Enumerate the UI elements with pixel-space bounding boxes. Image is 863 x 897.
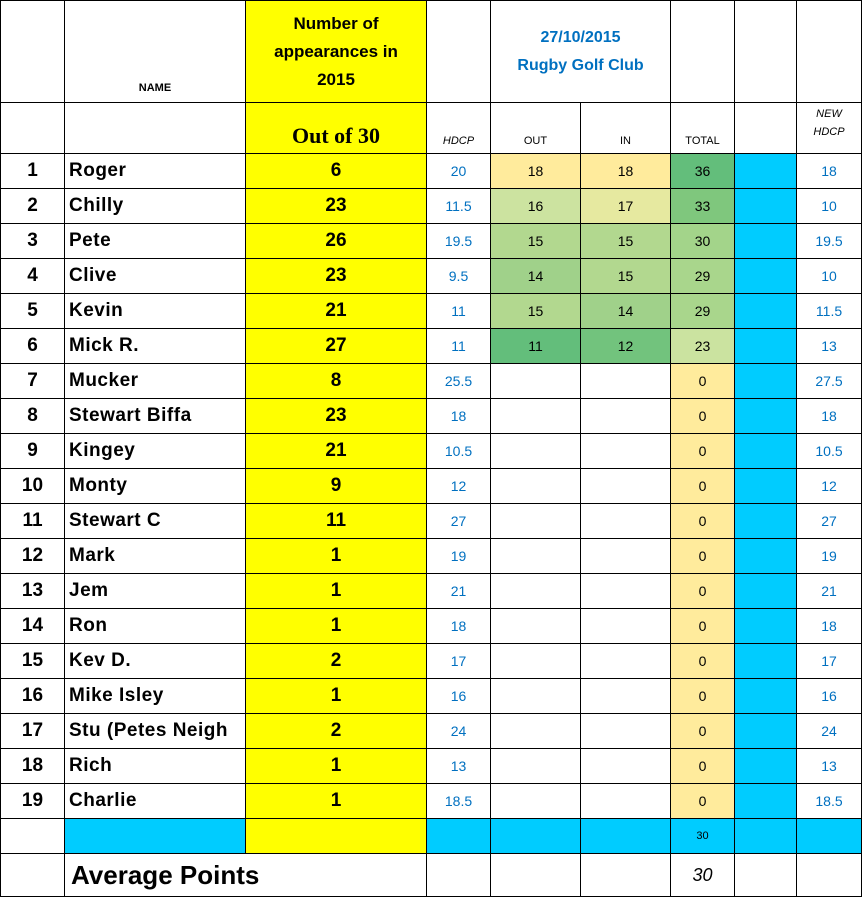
total-header[interactable]: TOTAL <box>671 103 735 154</box>
header-row-2 <box>1 103 862 154</box>
in-score-cell[interactable] <box>581 434 671 469</box>
event-header[interactable] <box>491 1 671 103</box>
appearances-cell[interactable]: 11 <box>246 504 427 539</box>
hdcp-cell[interactable]: 10.5 <box>427 434 491 469</box>
average-out-cell[interactable] <box>491 854 581 897</box>
player-name-cell[interactable]: Roger <box>65 154 246 189</box>
row-number-cell[interactable]: 10 <box>1 469 65 504</box>
total-score-cell[interactable]: 0 <box>671 504 735 539</box>
player-name-cell[interactable]: Mike Isley <box>65 679 246 714</box>
player-name-cell[interactable]: Stewart C <box>65 504 246 539</box>
player-name-cell[interactable]: Pete <box>65 224 246 259</box>
table-row <box>1 189 862 224</box>
hdcp-cell[interactable]: 13 <box>427 749 491 784</box>
player-name-cell[interactable]: Mark <box>65 539 246 574</box>
table-row <box>1 749 862 784</box>
hdcp-cell[interactable]: 18.5 <box>427 784 491 819</box>
hdcp-top-cell[interactable] <box>427 1 491 103</box>
summary-num-cell[interactable] <box>1 819 65 854</box>
total-score-cell[interactable]: 29 <box>671 259 735 294</box>
row-number-cell[interactable]: 6 <box>1 329 65 364</box>
table-row <box>1 539 862 574</box>
table-row <box>1 644 862 679</box>
summary-row <box>1 819 862 854</box>
new-hdcp-cell[interactable]: 10 <box>797 189 862 224</box>
player-name-cell[interactable]: Charlie <box>65 784 246 819</box>
spacer-cell[interactable] <box>735 749 797 784</box>
new-hdcp-cell[interactable]: 27 <box>797 504 862 539</box>
header-row-1 <box>1 1 862 103</box>
player-name-cell[interactable]: Jem <box>65 574 246 609</box>
out-score-cell[interactable] <box>491 399 581 434</box>
player-name-cell[interactable]: Rich <box>65 749 246 784</box>
out-score-cell[interactable] <box>491 539 581 574</box>
summary-new-hdcp-cell[interactable] <box>797 819 862 854</box>
new-hdcp-cell[interactable]: 11.5 <box>797 294 862 329</box>
out-score-cell[interactable] <box>491 714 581 749</box>
hdcp-cell[interactable]: 19 <box>427 539 491 574</box>
appearances-cell[interactable]: 21 <box>246 434 427 469</box>
total-score-cell[interactable]: 30 <box>671 224 735 259</box>
new-hdcp-cell[interactable]: 16 <box>797 679 862 714</box>
new-hdcp-cell[interactable]: 12 <box>797 469 862 504</box>
appearances-cell[interactable]: 23 <box>246 189 427 224</box>
new-hdcp-cell[interactable]: 10 <box>797 259 862 294</box>
appearances-cell[interactable]: 21 <box>246 294 427 329</box>
spacer-cell[interactable] <box>735 644 797 679</box>
hdcp-cell[interactable]: 24 <box>427 714 491 749</box>
hdcp-cell[interactable]: 19.5 <box>427 224 491 259</box>
hdcp-cell[interactable]: 27 <box>427 504 491 539</box>
table-row <box>1 714 862 749</box>
total-score-cell[interactable]: 0 <box>671 434 735 469</box>
table-row <box>1 784 862 819</box>
table-row <box>1 294 862 329</box>
total-score-cell[interactable]: 0 <box>671 714 735 749</box>
table-row <box>1 679 862 714</box>
summary-out-cell[interactable] <box>491 819 581 854</box>
in-score-cell[interactable] <box>581 609 671 644</box>
spacer-cell[interactable] <box>735 714 797 749</box>
new-hdcp-cell[interactable]: 19 <box>797 539 862 574</box>
player-name-cell[interactable]: Clive <box>65 259 246 294</box>
new-hdcp-header-line2: HDCP <box>813 126 845 138</box>
new-hdcp-cell[interactable]: 17 <box>797 644 862 679</box>
new-hdcp-cell[interactable]: 18 <box>797 399 862 434</box>
new-hdcp-cell[interactable]: 10.5 <box>797 434 862 469</box>
row-number-cell[interactable]: 17 <box>1 714 65 749</box>
new-hdcp-cell[interactable]: 21 <box>797 574 862 609</box>
new-hdcp-header-line1: NEW <box>816 108 842 120</box>
average-num-cell[interactable] <box>1 854 65 897</box>
total-score-cell[interactable]: 0 <box>671 574 735 609</box>
player-name-cell[interactable]: Mick R. <box>65 329 246 364</box>
total-score-cell[interactable]: 36 <box>671 154 735 189</box>
appearances-cell[interactable]: 1 <box>246 679 427 714</box>
total-score-cell[interactable]: 0 <box>671 749 735 784</box>
appearances-header[interactable] <box>246 1 427 103</box>
spacer-cell[interactable] <box>735 784 797 819</box>
player-name-cell[interactable]: Kevin <box>65 294 246 329</box>
table-row <box>1 364 862 399</box>
out-score-cell[interactable] <box>491 364 581 399</box>
in-score-cell[interactable]: 15 <box>581 259 671 294</box>
in-score-cell[interactable]: 18 <box>581 154 671 189</box>
hdcp-cell[interactable]: 11 <box>427 294 491 329</box>
appearances-cell[interactable]: 1 <box>246 574 427 609</box>
table-row <box>1 504 862 539</box>
player-name-cell[interactable]: Stewart Biffa <box>65 399 246 434</box>
spacer-cell[interactable] <box>735 679 797 714</box>
in-score-cell[interactable] <box>581 714 671 749</box>
row-number-cell[interactable]: 4 <box>1 259 65 294</box>
in-score-cell[interactable] <box>581 644 671 679</box>
in-score-cell[interactable] <box>581 574 671 609</box>
out-score-cell[interactable] <box>491 644 581 679</box>
row-number-cell[interactable]: 18 <box>1 749 65 784</box>
hdcp-header[interactable]: HDCP <box>427 103 491 154</box>
average-spacer-cell[interactable] <box>735 854 797 897</box>
row-number-cell[interactable]: 19 <box>1 784 65 819</box>
hdcp-cell[interactable]: 11.5 <box>427 189 491 224</box>
corner-cell[interactable] <box>1 1 65 103</box>
table-row <box>1 434 862 469</box>
appearances-header-line2: appearances in <box>274 41 398 61</box>
new-hdcp-cell[interactable]: 18 <box>797 609 862 644</box>
spacer-cell[interactable] <box>735 294 797 329</box>
row-number-cell[interactable]: 1 <box>1 154 65 189</box>
in-score-cell[interactable] <box>581 784 671 819</box>
summary-name-cell[interactable] <box>65 819 246 854</box>
new-hdcp-cell[interactable]: 19.5 <box>797 224 862 259</box>
player-name-cell[interactable]: Monty <box>65 469 246 504</box>
new-hdcp-cell[interactable]: 13 <box>797 749 862 784</box>
in-score-cell[interactable] <box>581 364 671 399</box>
in-score-cell[interactable] <box>581 504 671 539</box>
average-points-value[interactable]: 30 <box>671 854 735 897</box>
new-hdcp-cell[interactable]: 13 <box>797 329 862 364</box>
out-score-cell[interactable]: 14 <box>491 259 581 294</box>
in-score-cell[interactable] <box>581 469 671 504</box>
appearances-cell[interactable]: 1 <box>246 609 427 644</box>
appearances-cell[interactable]: 1 <box>246 784 427 819</box>
hdcp-cell[interactable]: 12 <box>427 469 491 504</box>
appearances-cell[interactable]: 6 <box>246 154 427 189</box>
appearances-header-line1: Number of <box>293 13 379 33</box>
new-hdcp-cell[interactable]: 18.5 <box>797 784 862 819</box>
in-score-cell[interactable] <box>581 539 671 574</box>
total-score-cell[interactable]: 0 <box>671 399 735 434</box>
in-header[interactable]: IN <box>581 103 671 154</box>
in-score-cell[interactable]: 14 <box>581 294 671 329</box>
row-number-cell[interactable]: 2 <box>1 189 65 224</box>
row-number-cell[interactable]: 14 <box>1 609 65 644</box>
row-number-cell[interactable]: 16 <box>1 679 65 714</box>
spacer-top-cell[interactable] <box>735 1 797 103</box>
out-score-cell[interactable] <box>491 749 581 784</box>
hdcp-cell[interactable]: 18 <box>427 609 491 644</box>
out-score-cell[interactable] <box>491 469 581 504</box>
average-hdcp-cell[interactable] <box>427 854 491 897</box>
summary-total-cell[interactable]: 30 <box>671 819 735 854</box>
in-score-cell[interactable]: 15 <box>581 224 671 259</box>
out-score-cell[interactable] <box>491 504 581 539</box>
appearances-cell[interactable]: 8 <box>246 364 427 399</box>
table-row <box>1 469 862 504</box>
num-subheader-cell[interactable] <box>1 103 65 154</box>
out-of-header[interactable]: Out of 30 <box>246 103 427 154</box>
spacer-cell[interactable] <box>735 364 797 399</box>
appearances-cell[interactable]: 1 <box>246 749 427 784</box>
table-row <box>1 574 862 609</box>
out-score-cell[interactable]: 15 <box>491 224 581 259</box>
spacer-cell[interactable] <box>735 539 797 574</box>
spacer-cell[interactable] <box>735 154 797 189</box>
out-score-cell[interactable] <box>491 574 581 609</box>
total-score-cell[interactable]: 0 <box>671 644 735 679</box>
player-name-cell[interactable]: Ron <box>65 609 246 644</box>
appearances-cell[interactable]: 2 <box>246 714 427 749</box>
out-score-cell[interactable]: 16 <box>491 189 581 224</box>
player-name-cell[interactable]: Kingey <box>65 434 246 469</box>
spacer-cell[interactable] <box>735 469 797 504</box>
appearances-cell[interactable]: 23 <box>246 399 427 434</box>
player-name-cell[interactable]: Mucker <box>65 364 246 399</box>
spacer-cell[interactable] <box>735 329 797 364</box>
hdcp-cell[interactable]: 16 <box>427 679 491 714</box>
out-score-cell[interactable] <box>491 679 581 714</box>
spacer-cell[interactable] <box>735 399 797 434</box>
out-header[interactable]: OUT <box>491 103 581 154</box>
out-score-cell[interactable]: 11 <box>491 329 581 364</box>
out-score-cell[interactable]: 18 <box>491 154 581 189</box>
in-score-cell[interactable] <box>581 749 671 784</box>
out-score-cell[interactable] <box>491 784 581 819</box>
average-new-hdcp-cell[interactable] <box>797 854 862 897</box>
table-row <box>1 609 862 644</box>
player-name-cell[interactable]: Stu (Petes Neigh <box>65 714 246 749</box>
spacer-cell[interactable] <box>735 224 797 259</box>
player-name-cell[interactable]: Kev D. <box>65 644 246 679</box>
total-score-cell[interactable]: 29 <box>671 294 735 329</box>
spacer-cell[interactable] <box>735 189 797 224</box>
total-score-cell[interactable]: 0 <box>671 784 735 819</box>
appearances-cell[interactable]: 27 <box>246 329 427 364</box>
row-number-cell[interactable]: 12 <box>1 539 65 574</box>
appearances-header-line3: 2015 <box>317 69 355 89</box>
table-row <box>1 224 862 259</box>
total-score-cell[interactable]: 0 <box>671 469 735 504</box>
out-score-cell[interactable]: 15 <box>491 294 581 329</box>
event-club: Rugby Golf Club <box>517 56 644 74</box>
row-number-cell[interactable]: 15 <box>1 644 65 679</box>
hdcp-cell[interactable]: 9.5 <box>427 259 491 294</box>
row-number-cell[interactable]: 5 <box>1 294 65 329</box>
spacer-cell[interactable] <box>735 609 797 644</box>
new-hdcp-top-cell[interactable] <box>797 1 862 103</box>
total-score-cell[interactable]: 0 <box>671 364 735 399</box>
row-number-cell[interactable]: 9 <box>1 434 65 469</box>
in-score-cell[interactable] <box>581 399 671 434</box>
total-score-cell[interactable]: 0 <box>671 609 735 644</box>
average-row <box>1 854 862 897</box>
total-score-cell[interactable]: 33 <box>671 189 735 224</box>
spacer-cell[interactable] <box>735 259 797 294</box>
in-score-cell[interactable] <box>581 679 671 714</box>
spacer-cell[interactable] <box>735 504 797 539</box>
row-number-cell[interactable]: 3 <box>1 224 65 259</box>
hdcp-cell[interactable]: 25.5 <box>427 364 491 399</box>
name-header[interactable]: NAME <box>65 1 246 103</box>
row-number-cell[interactable]: 11 <box>1 504 65 539</box>
hdcp-cell[interactable]: 17 <box>427 644 491 679</box>
appearances-cell[interactable]: 1 <box>246 539 427 574</box>
total-score-cell[interactable]: 0 <box>671 679 735 714</box>
new-hdcp-cell[interactable]: 18 <box>797 154 862 189</box>
out-score-cell[interactable] <box>491 434 581 469</box>
out-score-cell[interactable] <box>491 609 581 644</box>
appearances-cell[interactable]: 23 <box>246 259 427 294</box>
new-hdcp-header[interactable] <box>797 103 862 154</box>
hdcp-cell[interactable]: 21 <box>427 574 491 609</box>
table-row <box>1 154 862 189</box>
row-number-cell[interactable]: 7 <box>1 364 65 399</box>
total-score-cell[interactable]: 0 <box>671 539 735 574</box>
row-number-cell[interactable]: 13 <box>1 574 65 609</box>
appearances-cell[interactable]: 9 <box>246 469 427 504</box>
summary-hdcp-cell[interactable] <box>427 819 491 854</box>
new-hdcp-cell[interactable]: 27.5 <box>797 364 862 399</box>
table-row <box>1 399 862 434</box>
summary-appearances-cell[interactable] <box>246 819 427 854</box>
summary-spacer-cell[interactable] <box>735 819 797 854</box>
hdcp-cell[interactable]: 18 <box>427 399 491 434</box>
table-row <box>1 259 862 294</box>
row-number-cell[interactable]: 8 <box>1 399 65 434</box>
hdcp-cell[interactable]: 11 <box>427 329 491 364</box>
total-top-cell[interactable] <box>671 1 735 103</box>
total-score-cell[interactable]: 23 <box>671 329 735 364</box>
spacer-subheader-cell[interactable] <box>735 103 797 154</box>
table-row <box>1 329 862 364</box>
event-date: 27/10/2015 <box>540 28 621 46</box>
in-score-cell[interactable]: 12 <box>581 329 671 364</box>
summary-in-cell[interactable] <box>581 819 671 854</box>
player-name-cell[interactable]: Chilly <box>65 189 246 224</box>
average-points-label[interactable]: Average Points <box>65 854 427 897</box>
in-score-cell[interactable]: 17 <box>581 189 671 224</box>
name-subheader-cell[interactable] <box>65 103 246 154</box>
hdcp-cell[interactable]: 20 <box>427 154 491 189</box>
appearances-cell[interactable]: 26 <box>246 224 427 259</box>
average-in-cell[interactable] <box>581 854 671 897</box>
spacer-cell[interactable] <box>735 434 797 469</box>
appearances-cell[interactable]: 2 <box>246 644 427 679</box>
spacer-cell[interactable] <box>735 574 797 609</box>
new-hdcp-cell[interactable]: 24 <box>797 714 862 749</box>
